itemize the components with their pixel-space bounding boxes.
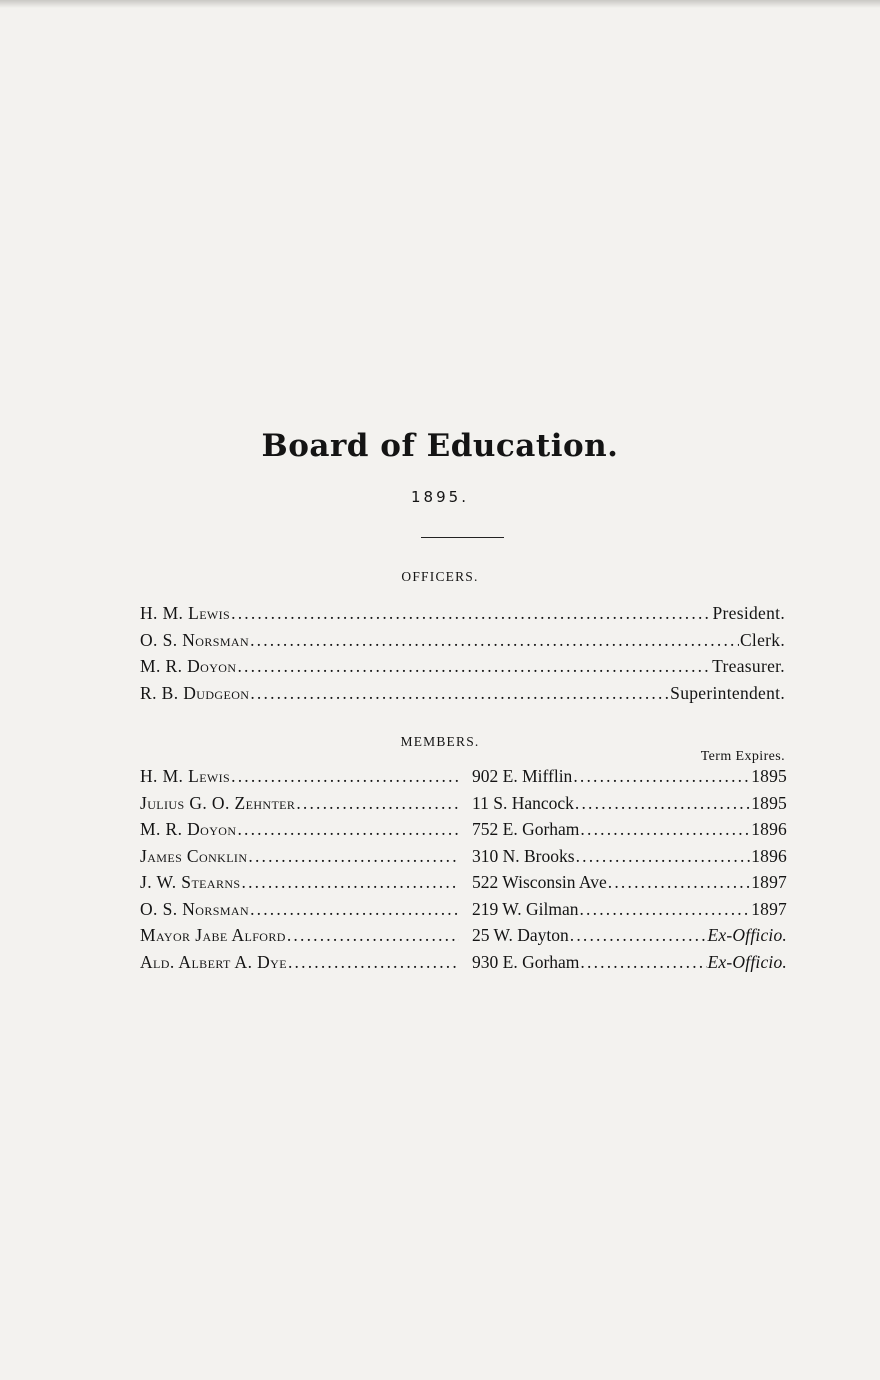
member-row bbox=[140, 872, 787, 899]
leader-dots bbox=[287, 925, 459, 946]
page-title: Board of Education. bbox=[261, 428, 619, 464]
leader-dots bbox=[575, 793, 750, 814]
member-row bbox=[140, 793, 787, 820]
leader-dots bbox=[248, 846, 459, 867]
page-edge-shadow bbox=[0, 0, 880, 8]
officer-role: President. bbox=[712, 603, 785, 623]
leader-dots bbox=[580, 952, 706, 973]
member-term: 1895 bbox=[751, 792, 787, 813]
leader-dots bbox=[237, 656, 711, 677]
member-term: Ex-Officio. bbox=[707, 925, 787, 945]
member-name: Ald. Albert A. Dye bbox=[140, 951, 287, 972]
member-row bbox=[140, 952, 787, 979]
member-row bbox=[140, 766, 787, 793]
leader-dots bbox=[237, 819, 459, 840]
member-name: J. W. Stearns bbox=[140, 872, 241, 892]
member-address: 752 E. Gorham bbox=[472, 819, 580, 839]
officer-row bbox=[140, 630, 785, 657]
officer-name: M. R. Doyon bbox=[140, 656, 237, 676]
leader-dots bbox=[250, 683, 669, 704]
officer-row bbox=[140, 656, 785, 683]
member-name: M. R. Doyon bbox=[140, 819, 237, 839]
member-address: 25 W. Dayton bbox=[472, 925, 569, 945]
officer-role: Treasurer. bbox=[712, 656, 785, 676]
member-term: Ex-Officio. bbox=[707, 951, 787, 972]
year-label: 1895. bbox=[411, 488, 469, 506]
leader-dots bbox=[242, 872, 459, 893]
member-row bbox=[140, 846, 787, 873]
leader-dots bbox=[288, 952, 459, 973]
leader-dots bbox=[250, 630, 739, 651]
member-term: 1896 bbox=[751, 819, 787, 839]
member-address: 902 E. Mifflin bbox=[472, 766, 573, 786]
officer-row bbox=[140, 683, 785, 710]
officer-name: H. M. Lewis bbox=[140, 603, 231, 623]
member-term: 1897 bbox=[751, 872, 787, 892]
member-address: 930 E. Gorham bbox=[472, 951, 580, 972]
leader-dots bbox=[576, 846, 751, 867]
member-row bbox=[140, 899, 787, 926]
member-name: O. S. Norsman bbox=[140, 898, 250, 919]
leader-dots bbox=[231, 766, 459, 787]
officer-name: R. B. Dudgeon bbox=[140, 682, 250, 703]
leader-dots bbox=[296, 793, 459, 814]
officers-list bbox=[140, 603, 785, 709]
divider-rule bbox=[421, 537, 504, 538]
officer-role: Clerk. bbox=[739, 629, 785, 650]
members-heading: MEMBERS. bbox=[400, 734, 480, 749]
leader-dots bbox=[579, 899, 750, 920]
member-row bbox=[140, 819, 787, 846]
leader-dots bbox=[570, 925, 707, 946]
member-term: 1896 bbox=[751, 845, 787, 866]
leader-dots bbox=[250, 899, 459, 920]
leader-dots bbox=[573, 766, 750, 787]
member-address: 310 N. Brooks bbox=[472, 845, 575, 866]
leader-dots bbox=[231, 603, 711, 624]
member-address: 522 Wisconsin Ave bbox=[472, 872, 607, 892]
officers-heading: OFFICERS. bbox=[401, 569, 479, 584]
members-list bbox=[140, 766, 787, 978]
member-row bbox=[140, 925, 787, 952]
leader-dots bbox=[608, 872, 750, 893]
member-term: 1895 bbox=[751, 766, 787, 786]
officer-row bbox=[140, 603, 785, 630]
officer-role: Superintendent. bbox=[670, 682, 785, 703]
member-name: Julius G. O. Zehnter bbox=[140, 792, 296, 813]
officer-name: O. S. Norsman bbox=[140, 629, 250, 650]
leader-dots bbox=[580, 819, 750, 840]
member-address: 219 W. Gilman bbox=[472, 898, 579, 919]
member-term: 1897 bbox=[751, 898, 787, 919]
term-expires-header: Term Expires. bbox=[700, 749, 785, 764]
member-name: H. M. Lewis bbox=[140, 766, 231, 786]
member-name: Mayor Jabe Alford bbox=[140, 925, 286, 945]
member-name: James Conklin bbox=[140, 845, 248, 866]
member-address: 11 S. Hancock bbox=[472, 792, 574, 813]
